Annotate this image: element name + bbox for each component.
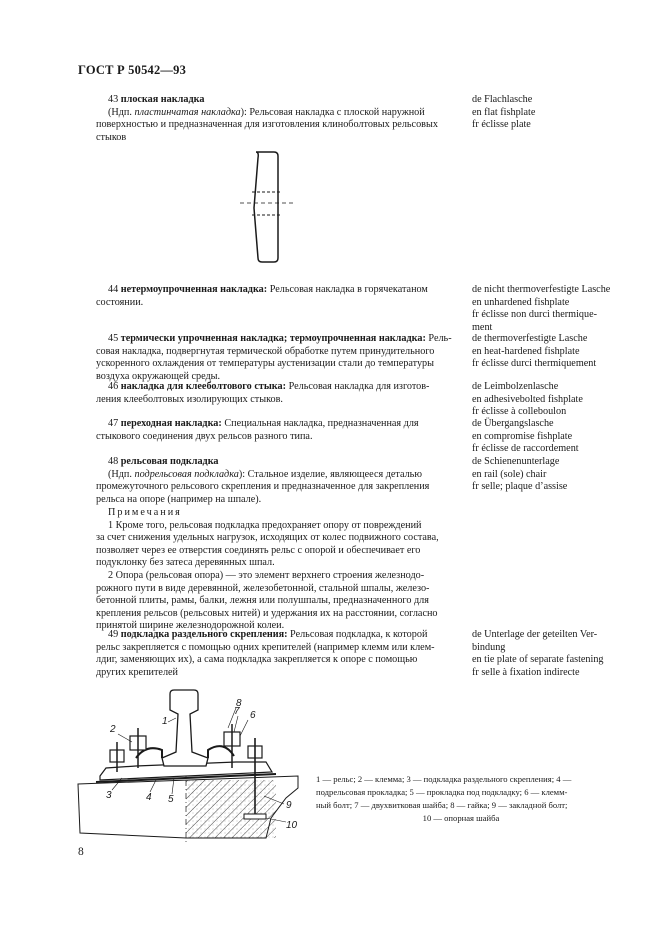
term-text: Рельсовая подкладка, к которой bbox=[290, 629, 428, 640]
note-line: позволяет через ее отверстия соединять рельс с опорой и обеспечивает его bbox=[96, 544, 421, 556]
figure-label-5: 5 bbox=[168, 794, 174, 805]
note-line: рожного пути в виде деревянной, железобетонной, стальной шпалы, железо- bbox=[96, 582, 430, 594]
term-line: поверхностью и предназначенная для изготовления клиноболтовых рельсовых bbox=[96, 119, 438, 131]
notes-title: Примечания bbox=[108, 507, 182, 518]
equivalents-43 bbox=[472, 94, 632, 132]
term-47 bbox=[96, 418, 460, 443]
ndp-term: подрельсовая подкладка bbox=[134, 468, 239, 480]
term-text: Рельсовая накладка для изготов- bbox=[288, 381, 430, 392]
equivalent-de-cont: bindung bbox=[472, 641, 506, 653]
equivalent-fr: fr selle; plaque d’assise bbox=[472, 481, 568, 493]
term-43 bbox=[96, 94, 460, 144]
term-line: рельса на опоре (например на шпале). bbox=[96, 493, 262, 505]
equivalent-de: de Leimbolzenlasche bbox=[472, 381, 559, 392]
caption-line: 1 — рельс; 2 — клемма; 3 — подкладка раздельного скрепления; 4 — bbox=[316, 774, 572, 784]
figure-label-6: 6 bbox=[250, 710, 256, 721]
notes-block bbox=[96, 507, 460, 633]
term-49 bbox=[96, 629, 460, 679]
term-text: ): Стальное изделие, являющееся деталью bbox=[238, 468, 422, 480]
term-name: рельсовая подкладка bbox=[120, 456, 219, 467]
term-name: нетермоупрочненная накладка: bbox=[120, 284, 268, 295]
ndp-prefix: (Ндп. bbox=[108, 468, 132, 480]
term-name: плоская накладка bbox=[120, 94, 205, 105]
term-text: ): Рельсовая накладка с плоской наружной bbox=[240, 106, 425, 118]
equivalents-47 bbox=[472, 418, 632, 456]
term-number: 49 bbox=[108, 629, 119, 640]
page-number: 8 bbox=[78, 846, 84, 858]
ndp-prefix: (Ндп. bbox=[108, 106, 132, 118]
caption-line: ный болт; 7 — двухвитковая шайба; 8 — гайка; 9 — закладной болт; bbox=[316, 800, 568, 810]
term-44 bbox=[96, 284, 460, 309]
term-line: других крепителей bbox=[96, 666, 179, 678]
term-number: 45 bbox=[108, 333, 119, 344]
ndp-term: пластинчатая накладка bbox=[134, 106, 241, 118]
equivalent-en: en adhesivebolted fishplate bbox=[472, 393, 583, 405]
figure-label-8: 8 bbox=[236, 698, 242, 709]
note-line: бетонной плиты, рамы, балки, лежня или полушпалы, предназначенного для bbox=[96, 595, 429, 607]
term-name: подкладка раздельного скрепления: bbox=[120, 629, 288, 640]
term-number: 48 bbox=[108, 456, 119, 467]
equivalent-en: en compromise fishplate bbox=[472, 430, 573, 442]
note-line: крепления рельсов (рельсовых нитей) и удержания их на расстоянии, согласно bbox=[96, 607, 438, 619]
equivalents-45 bbox=[472, 333, 632, 371]
term-46 bbox=[96, 381, 460, 406]
term-45 bbox=[96, 333, 460, 383]
term-number: 43 bbox=[108, 94, 119, 105]
term-text: Рель- bbox=[428, 333, 452, 344]
equivalent-fr-cont: ment bbox=[472, 321, 493, 333]
term-line: состоянии. bbox=[96, 296, 144, 308]
figure-label-10: 10 bbox=[286, 820, 298, 831]
term-line: ления клееболтовых изолирующих стыков. bbox=[96, 393, 283, 405]
equivalents-44 bbox=[472, 284, 632, 334]
figure-caption bbox=[316, 773, 606, 825]
flat-fishplate-figure bbox=[238, 148, 298, 268]
term-48 bbox=[96, 456, 460, 506]
equivalents-48 bbox=[472, 456, 632, 494]
equivalent-de: de nicht thermoverfestigte Lasche bbox=[472, 284, 611, 295]
equivalent-fr: fr éclisse non durci thermique- bbox=[472, 309, 598, 321]
caption-line: 10 — опорная шайба bbox=[422, 813, 500, 823]
note-line: принятой ширине железнодорожной колеи. bbox=[96, 620, 285, 632]
equivalent-de: de thermoverfestigte Lasche bbox=[472, 333, 588, 344]
equivalent-fr: fr éclisse à colleboulon bbox=[472, 406, 567, 418]
equivalent-en: en unhardened fishplate bbox=[472, 296, 570, 308]
equivalent-de: de Flachlasche bbox=[472, 94, 533, 105]
note-line: подуклонку без затеса деревянных шпал. bbox=[96, 557, 275, 569]
equivalent-de: de Schienenunterlage bbox=[472, 456, 560, 467]
term-line: совая накладка, подвергнутая термической обработке путем принудительного bbox=[96, 345, 435, 357]
separate-fastening-figure bbox=[76, 688, 306, 848]
figure-label-1: 1 bbox=[162, 716, 168, 727]
term-line: промежуточного рельсового скрепления и предназначенное для закрепления bbox=[96, 481, 430, 493]
equivalent-fr: fr selle à fixation indirecte bbox=[472, 666, 580, 678]
note-line: 2 Опора (рельсовая опора) — это элемент верхнего строения железнодо- bbox=[108, 569, 425, 581]
equivalent-en: en tie plate of separate fastening bbox=[472, 654, 604, 666]
figure-label-7: 7 bbox=[234, 706, 240, 717]
figure-label-4: 4 bbox=[146, 792, 152, 803]
term-line: рельс закрепляется с помощью одних крепителей (например клемм или клем- bbox=[96, 641, 435, 653]
equivalent-en: en rail (sole) chair bbox=[472, 468, 547, 480]
equivalent-de: de Übergangslasche bbox=[472, 418, 554, 429]
figure-label-9: 9 bbox=[286, 800, 292, 811]
term-number: 47 bbox=[108, 418, 119, 429]
term-text: Рельсовая накладка в горячекатаном bbox=[269, 284, 428, 295]
figure-label-3: 3 bbox=[106, 790, 112, 801]
term-line: ускоренного охлаждения от температуры аустенизации стали до температуры bbox=[96, 358, 434, 370]
equivalents-46 bbox=[472, 381, 632, 419]
caption-line: подрельсовая прокладка; 5 — прокладка под подкладку; 6 — клемм- bbox=[316, 787, 568, 797]
equivalent-de: de Unterlage der geteilten Ver- bbox=[472, 629, 598, 640]
equivalent-fr: fr éclisse de raccordement bbox=[472, 443, 579, 455]
figure-label-2: 2 bbox=[110, 724, 116, 735]
term-text: Специальная накладка, предназначенная для bbox=[224, 418, 419, 429]
term-number: 46 bbox=[108, 381, 119, 392]
term-name: переходная накладка: bbox=[120, 418, 222, 429]
term-name: термически упрочненная накладка; термоупрочненная накладка: bbox=[120, 333, 426, 344]
term-line: стыкового соединения двух рельсов разного типа. bbox=[96, 430, 313, 442]
term-line: стыков bbox=[96, 131, 127, 143]
note-line: за счет снижения удельных нагрузок, исходящих от колес подвижного состава, bbox=[96, 532, 439, 544]
equivalent-fr: fr éclisse plate bbox=[472, 119, 531, 131]
term-line: воздуха окружающей среды. bbox=[96, 370, 221, 382]
term-name: накладка для клееболтового стыка: bbox=[120, 381, 287, 392]
term-number: 44 bbox=[108, 284, 119, 295]
equivalents-49 bbox=[472, 629, 632, 679]
equivalent-fr: fr éclisse durci thermiquement bbox=[472, 358, 597, 370]
note-line: 1 Кроме того, рельсовая подкладка предохраняет опору от повреждений bbox=[108, 519, 422, 531]
document-header: ГОСТ Р 50542—93 bbox=[78, 63, 187, 77]
term-line: лдиг, заменяющих их), а сама подкладка закрепляется к опоре с помощью bbox=[96, 654, 418, 666]
equivalent-en: en heat-hardened fishplate bbox=[472, 345, 580, 357]
equivalent-en: en flat fishplate bbox=[472, 106, 536, 118]
